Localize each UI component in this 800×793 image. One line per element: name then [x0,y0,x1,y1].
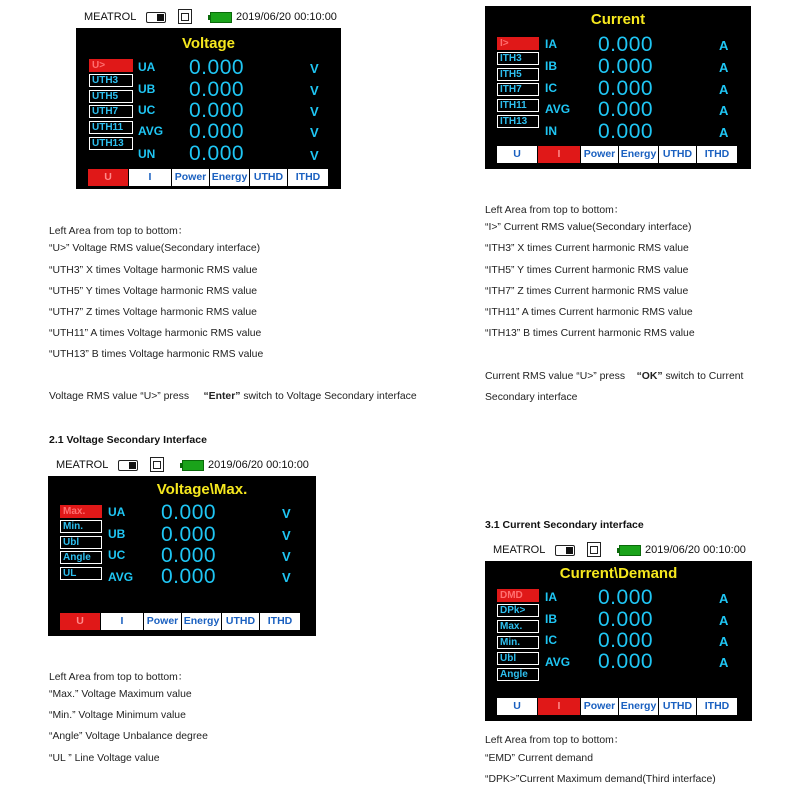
tab-u[interactable]: U [497,698,538,715]
label-ub: UB [108,527,126,541]
unit-uc: V [310,104,319,119]
press-text-a: Current RMS value “U>” press [485,371,626,382]
label-ub: UB [138,82,156,96]
left-item-uth7[interactable]: UTH7 [89,105,133,118]
left-line-5: “UTH11” A times Voltage harmonic RMS value [49,328,262,339]
value-uc: 0.000 [189,99,245,122]
label-uc: UC [108,548,126,562]
label-avg: AVG [108,570,134,584]
value-ua: 0.000 [161,501,217,524]
label-avg: AVG [138,124,164,138]
unit-ic: A [719,634,729,649]
tab-energy[interactable]: Energy [619,146,659,163]
label-ic: IC [545,633,557,647]
status-bar [485,0,751,6]
tab-u[interactable]: U [497,146,538,163]
toggle-icon [146,12,166,23]
unit-uc: V [282,549,291,564]
left-item-ith7[interactable]: ITH7 [497,83,539,96]
tab-ithd[interactable]: ITHD [260,613,300,630]
label-ia: IA [545,590,557,604]
left-item-ubl[interactable]: Ubl [497,652,539,665]
unit-ia: A [719,38,729,53]
press-text-a: Voltage RMS value “U>” press [49,391,190,402]
battery-icon [210,12,232,23]
value-avg: 0.000 [189,120,245,143]
voltage-screen [76,6,341,189]
left2-line-4: “UL ” Line Voltage value [49,753,160,764]
value-ub: 0.000 [161,523,217,546]
battery-icon [182,460,204,471]
datetime: 2019/06/20 00:10:00 [236,11,337,23]
tab-uthd[interactable]: UTHD [659,698,697,715]
battery-icon [619,545,641,556]
brand-label: MEATROL [84,11,137,23]
tab-uthd[interactable]: UTHD [250,169,288,186]
tab-i[interactable]: I [101,613,144,630]
communication-icon [150,457,164,472]
right-press-line-2: Secondary interface [485,392,578,403]
left-line-2: “UTH3” X times Voltage harmonic RMS value [49,265,258,276]
screen-title: Voltage\Max. [156,481,248,498]
left-item-min[interactable]: Min. [60,520,102,533]
label-uc: UC [138,103,156,117]
right-line-1: “I>” Current RMS value(Secondary interface) [485,222,692,233]
heading-voltage-secondary: 2.1 Voltage Secondary Interface [49,434,207,446]
left-item-ith13[interactable]: ITH13 [497,115,539,128]
left-item-max[interactable]: Max. [497,620,539,633]
left2-line-2: “Min.” Voltage Minimum value [49,710,186,721]
label-ib: IB [545,59,557,73]
right-line-5: “ITH11” A times Current harmonic RMS value [485,307,693,318]
label-avg: AVG [545,102,571,116]
right-line-4: “ITH7” Z times Current harmonic RMS value [485,286,689,297]
tab-ithd[interactable]: ITHD [288,169,328,186]
left-item-ith5[interactable]: ITH5 [497,68,539,81]
brand-label: MEATROL [56,459,109,471]
right-intro: Left Area from top to bottom： [485,205,625,216]
status-bar [48,454,316,476]
tab-i[interactable]: I [129,169,172,186]
toggle-icon [555,545,575,556]
label-ua: UA [108,505,126,519]
right-press-line [485,371,743,382]
left-item-min[interactable]: Min. [497,636,539,649]
value-avg: 0.000 [161,565,217,588]
tab-power[interactable]: Power [144,613,182,630]
value-in: 0.000 [598,120,654,143]
unit-avg: A [719,103,729,118]
right2-line-1: “EMD” Current demand [485,753,593,764]
left-item-ul[interactable]: UL [60,567,102,580]
current-demand-screen [485,539,752,721]
value-ia: 0.000 [598,33,654,56]
unit-avg: V [282,570,291,585]
value-ib: 0.000 [598,55,654,78]
left-item-uth3[interactable]: UTH3 [89,74,133,87]
datetime: 2019/06/20 00:10:00 [645,544,746,556]
label-avg: AVG [545,655,571,669]
tab-i[interactable]: I [538,698,581,715]
left-item-ith3[interactable]: ITH3 [497,52,539,65]
tab-bar [60,613,300,630]
tab-energy[interactable]: Energy [210,169,250,186]
tab-power[interactable]: Power [581,698,619,715]
left2-line-3: “Angle” Voltage Unbalance degree [49,731,208,742]
press-text-b: switch to Current [665,371,744,382]
heading-current-secondary: 3.1 Current Secondary interface [485,519,644,531]
left-item-dmd[interactable]: DMD [497,589,539,602]
tab-energy[interactable]: Energy [182,613,222,630]
left-line-3: “UTH5” Y times Voltage harmonic RMS value [49,286,258,297]
unit-ic: A [719,82,729,97]
right2-line-2: “DPK>”Current Maximum demand(Third interface) [485,774,716,785]
left2-intro: Left Area from top to bottom： [49,672,189,683]
left-press-line [49,391,417,402]
left2-line-1: “Max.” Voltage Maximum value [49,689,192,700]
left-item-u[interactable]: U> [89,59,133,72]
toggle-icon [118,460,138,471]
value-ua: 0.000 [189,56,245,79]
press-key: “Enter” [203,391,241,402]
tab-energy[interactable]: Energy [619,698,659,715]
tab-ithd[interactable]: ITHD [697,698,737,715]
unit-avg: V [310,125,319,140]
right-line-2: “ITH3” X times Current harmonic RMS value [485,243,689,254]
communication-icon [587,542,601,557]
label-in: IN [545,124,557,138]
current-screen [485,0,751,169]
label-ua: UA [138,60,156,74]
tab-uthd[interactable]: UTHD [659,146,697,163]
right2-intro: Left Area from top to bottom： [485,735,625,746]
tab-bar [88,169,328,186]
left-item-ubl[interactable]: Ubl [60,536,102,549]
label-ia: IA [545,37,557,51]
unit-ua: V [310,61,319,76]
unit-avg: A [719,655,729,670]
screen-title: Current [590,11,646,28]
label-ic: IC [545,81,557,95]
tab-power[interactable]: Power [581,146,619,163]
tab-i[interactable]: I [538,146,581,163]
voltage-max-screen [48,454,316,636]
value-ic: 0.000 [598,629,654,652]
tab-bar [497,146,737,163]
brand-label: MEATROL [493,544,546,556]
screen-title: Voltage [181,35,236,52]
left-line-6: “UTH13” B times Voltage harmonic RMS value [49,349,264,360]
right-line-3: “ITH5” Y times Current harmonic RMS value [485,265,689,276]
left-line-1: “U>” Voltage RMS value(Secondary interface) [49,243,261,254]
communication-icon [178,9,192,24]
status-bar [485,539,752,561]
tab-bar [497,698,737,715]
left-item-angle[interactable]: Angle [60,551,102,564]
datetime: 2019/06/20 00:10:00 [208,459,309,471]
left-line-4: “UTH7” Z times Voltage harmonic RMS value [49,307,257,318]
value-ic: 0.000 [598,77,654,100]
tab-u[interactable]: U [60,613,101,630]
unit-in: A [719,125,729,140]
unit-ib: A [719,60,729,75]
left-intro: Left Area from top to bottom： [49,226,189,237]
unit-un: V [310,148,319,163]
press-text-b: switch to Voltage Secondary interface [243,391,417,402]
value-ib: 0.000 [598,608,654,631]
value-avg: 0.000 [598,650,654,673]
left-item-angle[interactable]: Angle [497,668,539,681]
unit-ua: V [282,506,291,521]
left-item-max[interactable]: Max. [60,505,102,518]
left-item-ith11[interactable]: ITH11 [497,99,539,112]
tab-uthd[interactable]: UTHD [222,613,260,630]
tab-power[interactable]: Power [172,169,210,186]
screen-title: Current\Demand [559,565,678,582]
unit-ia: A [719,591,729,606]
status-bar [76,6,341,28]
tab-ithd[interactable]: ITHD [697,146,737,163]
label-un: UN [138,147,156,161]
left-item-uth5[interactable]: UTH5 [89,90,133,103]
press-key: “OK” [636,371,663,382]
unit-ub: V [282,528,291,543]
left-item-uth13[interactable]: UTH13 [89,137,133,150]
left-item-i[interactable]: I> [497,37,539,50]
value-avg: 0.000 [598,98,654,121]
unit-ub: V [310,83,319,98]
value-ia: 0.000 [598,586,654,609]
label-ib: IB [545,612,557,626]
left-item-uth11[interactable]: UTH11 [89,121,133,134]
unit-ib: A [719,613,729,628]
right-line-6: “ITH13” B times Current harmonic RMS value [485,328,695,339]
value-un: 0.000 [189,142,245,165]
tab-u[interactable]: U [88,169,129,186]
value-uc: 0.000 [161,544,217,567]
left-item-dpk[interactable]: DPk> [497,604,539,617]
value-ub: 0.000 [189,78,245,101]
